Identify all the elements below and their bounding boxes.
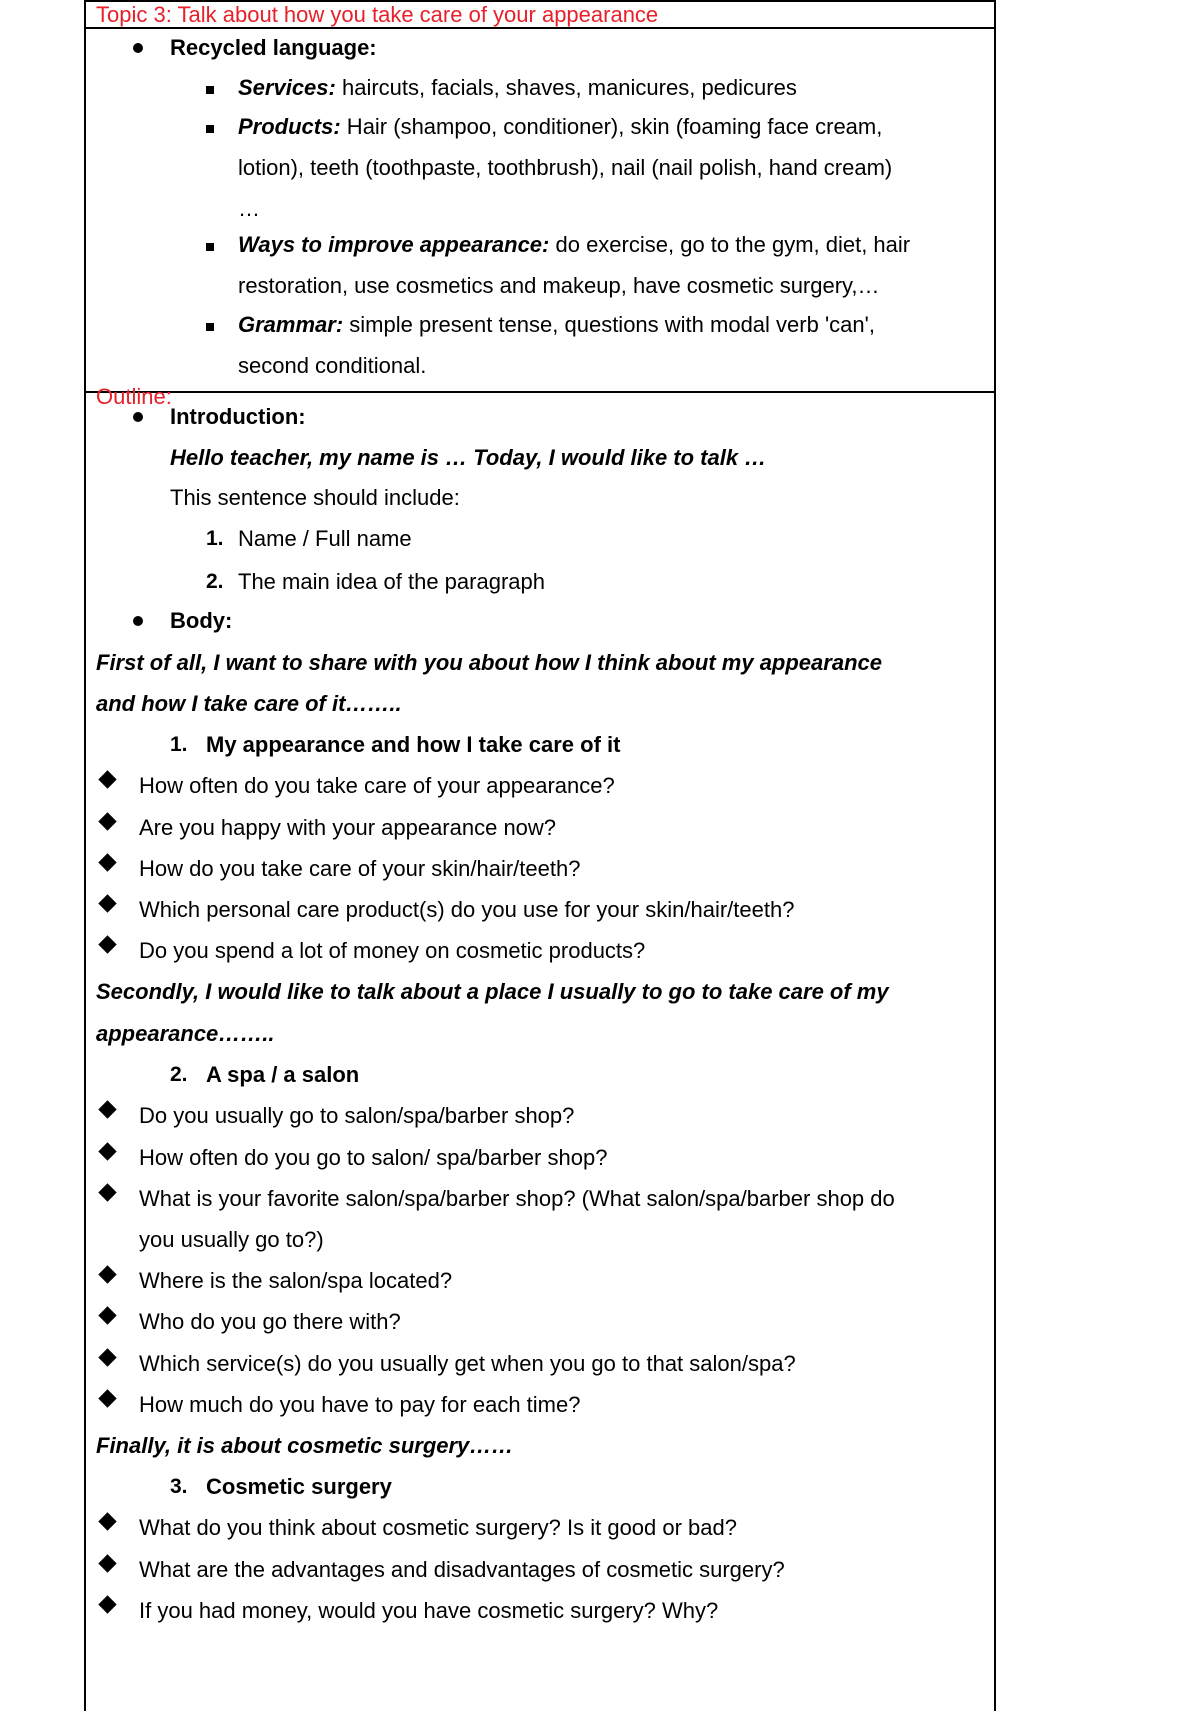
diamond-bullet-icon	[98, 1512, 116, 1530]
products-line	[238, 106, 882, 148]
question-item-continued: you usually go to?)	[139, 1227, 324, 1252]
services-text: haircuts, facials, shaves, manicures, pedicures	[335, 75, 797, 100]
question-item: Which service(s) do you usually get when you go to that salon/spa?	[139, 1351, 796, 1376]
diamond-bullet-icon	[98, 853, 116, 871]
diamond-bullet-icon	[98, 1265, 116, 1283]
grammar-line	[238, 304, 875, 346]
question-item: What are the advantages and disadvantages of cosmetic surgery?	[139, 1557, 785, 1582]
section-title: Cosmetic surgery	[206, 1474, 392, 1499]
section-title: A spa / a salon	[206, 1062, 360, 1087]
diamond-bullet-icon	[98, 1348, 116, 1366]
products-label: Products:	[238, 114, 341, 139]
secondly-line: Secondly, I would like to talk about a place I usually to go to take care of my	[96, 979, 889, 1004]
secondly-line-2: appearance……..	[96, 1021, 275, 1046]
question-item: How do you take care of your skin/hair/teeth?	[139, 856, 581, 881]
question-item: Do you usually go to salon/spa/barber shop?	[139, 1103, 575, 1128]
first-of-all-line: First of all, I want to share with you about how I think about my appearance	[96, 650, 882, 675]
recycled-heading: Recycled language:	[170, 35, 377, 60]
question-item: Where is the salon/spa located?	[139, 1268, 453, 1293]
intro-heading: Introduction:	[170, 404, 306, 429]
question-item: Which personal care product(s) do you use for your skin/hair/teeth?	[139, 897, 795, 922]
diamond-bullet-icon	[98, 894, 116, 912]
question-item: How often do you take care of your appearance?	[139, 773, 615, 798]
section-title: My appearance and how I take care of it	[206, 732, 621, 757]
diamond-bullet-icon	[98, 770, 116, 788]
bullet-square-icon	[206, 323, 214, 331]
section-number: 3.	[170, 1475, 188, 1498]
question-item: Are you happy with your appearance now?	[139, 815, 557, 840]
bullet-dot-icon	[133, 43, 143, 53]
grammar-line-2: second conditional.	[238, 353, 427, 378]
diamond-bullet-icon	[98, 1554, 116, 1572]
question-item: If you had money, would you have cosmetic surgery? Why?	[139, 1598, 719, 1623]
question-item: What do you think about cosmetic surgery? Is it good or bad?	[139, 1515, 737, 1540]
diamond-bullet-icon	[98, 935, 116, 953]
ways-text: do exercise, go to the gym, diet, hair	[549, 232, 911, 257]
body-heading: Body:	[170, 608, 233, 633]
intro-sentence: Hello teacher, my name is … Today, I would like to talk …	[170, 445, 767, 470]
ways-line-2: restoration, use cosmetics and makeup, have cosmetic surgery,…	[238, 273, 880, 298]
intro-should-include: This sentence should include:	[170, 485, 460, 510]
section-number: 1.	[170, 733, 188, 756]
question-item: What is your favorite salon/spa/barber shop? (What salon/spa/barber shop do	[139, 1186, 895, 1211]
ways-line	[238, 224, 910, 266]
recycled-language-cell	[84, 27, 996, 393]
diamond-bullet-icon	[98, 1100, 116, 1118]
services-line	[238, 67, 797, 109]
finally-line: Finally, it is about cosmetic surgery……	[96, 1433, 514, 1458]
products-text: Hair (shampoo, conditioner), skin (foaming face cream,	[340, 114, 883, 139]
diamond-bullet-icon	[98, 1306, 116, 1324]
products-line-2: lotion), teeth (toothpaste, toothbrush), nail (nail polish, hand cream)	[238, 155, 893, 180]
grammar-label: Grammar:	[238, 312, 344, 337]
question-item: How often do you go to salon/ spa/barber shop?	[139, 1145, 608, 1170]
bullet-dot-icon	[133, 412, 143, 422]
diamond-bullet-icon	[98, 1389, 116, 1407]
intro-item-number: 1.	[206, 527, 224, 550]
diamond-bullet-icon	[98, 1183, 116, 1201]
grammar-text: simple present tense, questions with modal verb 'can',	[343, 312, 875, 337]
question-item: Who do you go there with?	[139, 1309, 401, 1334]
bullet-square-icon	[206, 243, 214, 251]
document-table	[84, 0, 996, 1698]
topic-title: Topic 3: Talk about how you take care of your appearance	[96, 2, 659, 27]
diamond-bullet-icon	[98, 812, 116, 830]
section-number: 2.	[170, 1063, 188, 1086]
outline-cell	[84, 384, 996, 1711]
intro-item-number: 2.	[206, 570, 224, 593]
intro-item: The main idea of the paragraph	[238, 569, 545, 594]
ways-label: Ways to improve appearance:	[238, 232, 550, 257]
bullet-square-icon	[206, 125, 214, 133]
first-of-all-line-2: and how I take care of it……..	[96, 691, 402, 716]
intro-item: Name / Full name	[238, 526, 412, 551]
diamond-bullet-icon	[98, 1142, 116, 1160]
services-label: Services:	[238, 75, 336, 100]
question-item: Do you spend a lot of money on cosmetic products?	[139, 938, 646, 963]
products-line-3: …	[238, 196, 260, 221]
topic-cell	[84, 0, 996, 29]
bullet-dot-icon	[133, 616, 143, 626]
outline-label: Outline:	[96, 384, 172, 409]
diamond-bullet-icon	[98, 1595, 116, 1613]
question-item: How much do you have to pay for each time?	[139, 1392, 581, 1417]
bullet-square-icon	[206, 86, 214, 94]
